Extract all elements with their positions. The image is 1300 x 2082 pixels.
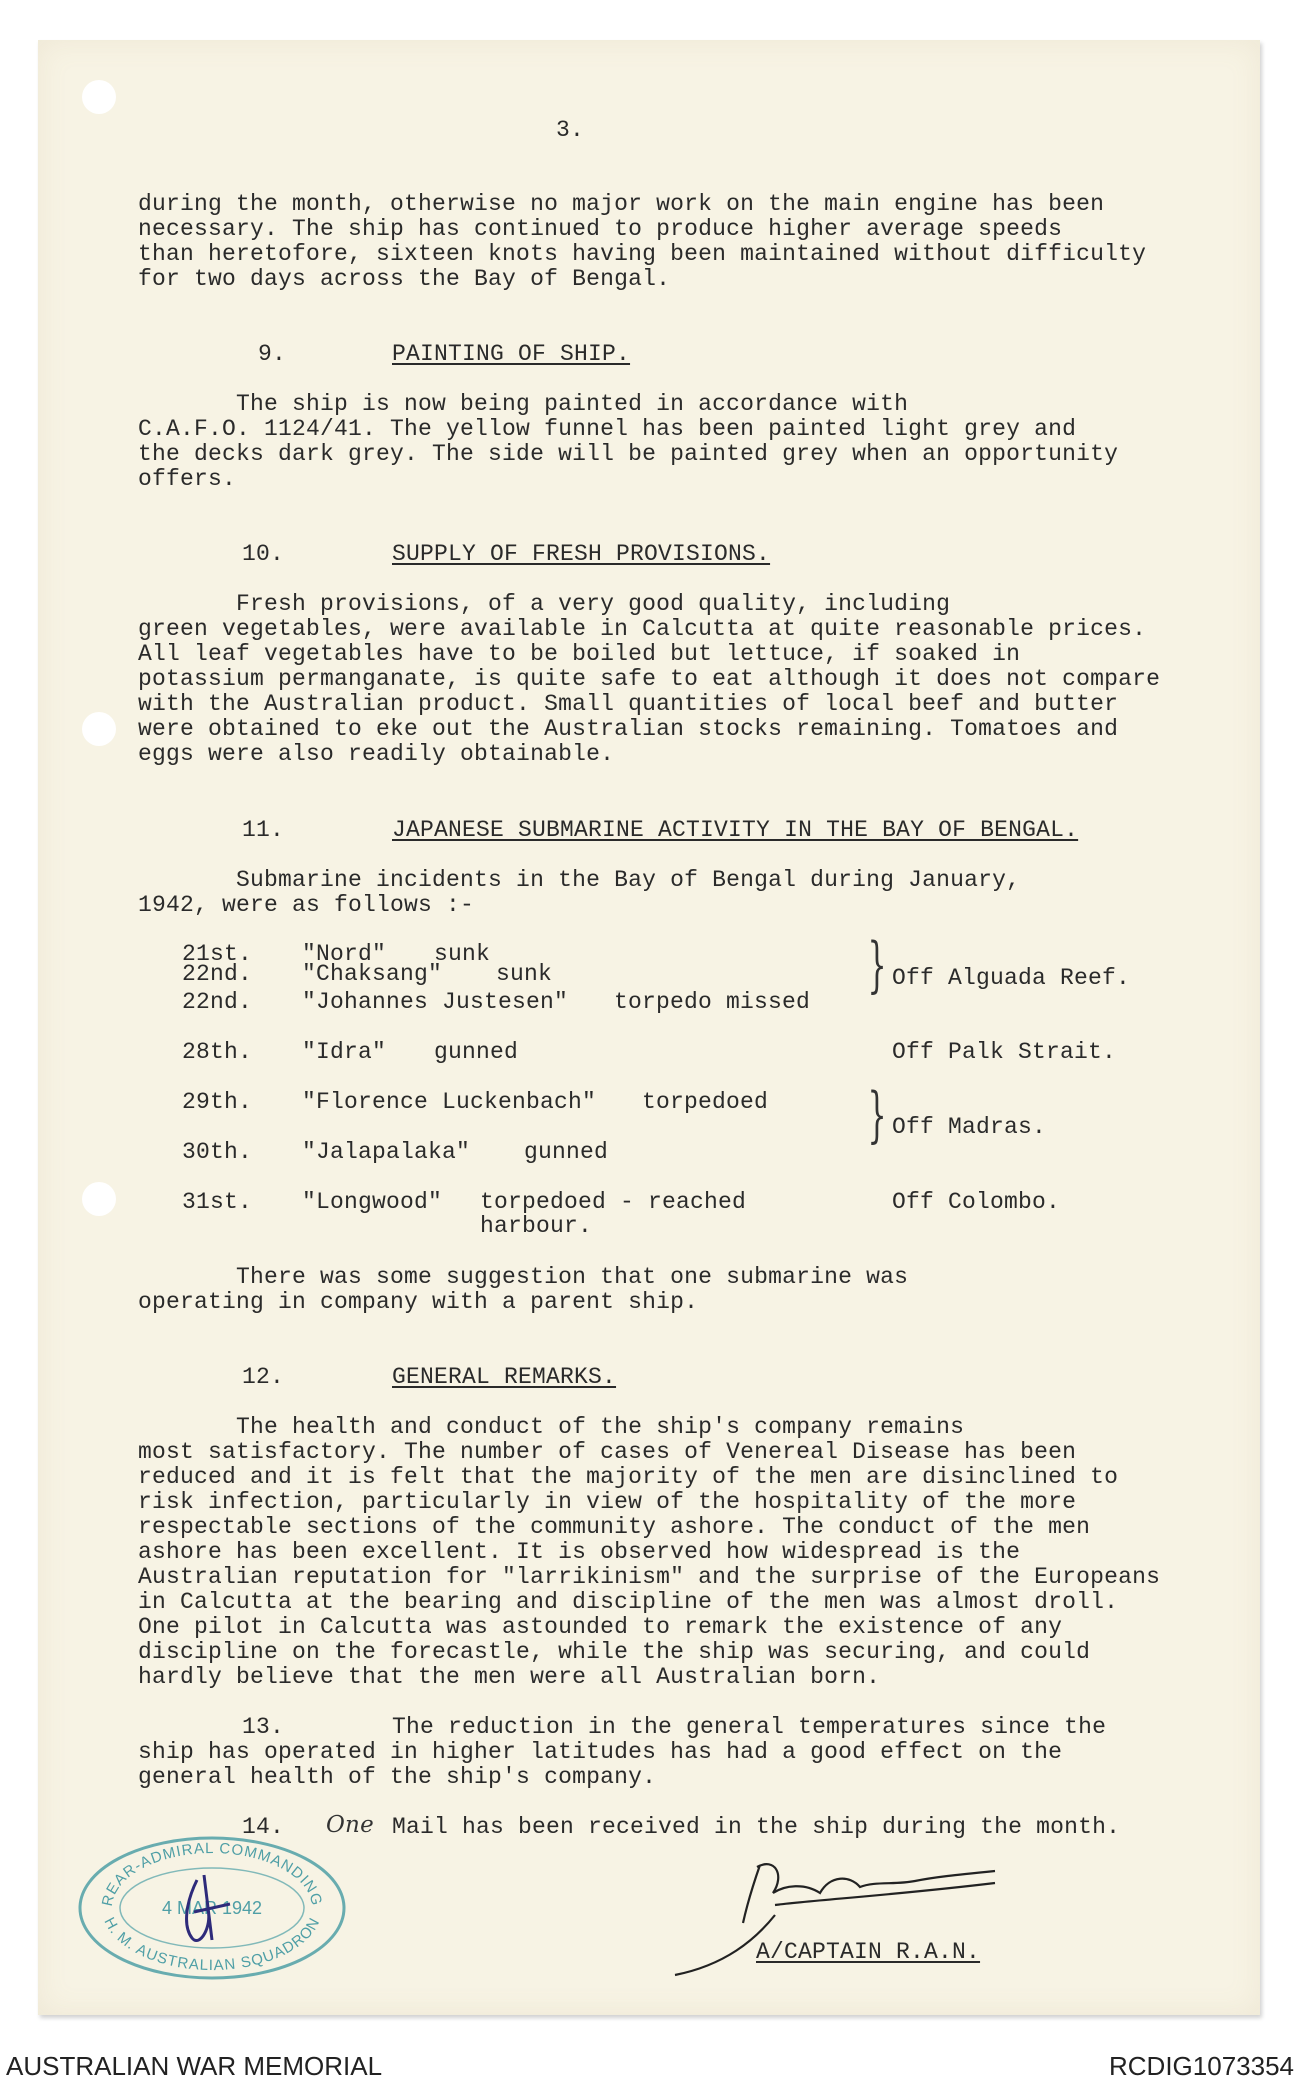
- paragraph-line: for two days across the Bay of Bengal.: [138, 266, 671, 292]
- paragraph-line: most satisfactory. The number of cases of Venereal Disease has been: [138, 1439, 1077, 1465]
- punch-hole: [82, 1182, 116, 1216]
- incident-event: gunned: [434, 1039, 519, 1065]
- paragraph-line: with the Australian product. Small quantities of local beef and butter: [138, 691, 1119, 717]
- paragraph-line: Fresh provisions, of a very good quality, including: [138, 591, 951, 617]
- incident-date: 29th.: [182, 1089, 253, 1115]
- paragraph-line: general health of the ship's company.: [138, 1764, 657, 1790]
- brace-symbol: }: [867, 930, 887, 1000]
- incident-ship: "Chaksang": [302, 961, 443, 987]
- punch-hole: [82, 712, 116, 746]
- paragraph-line: necessary. The ship has continued to produce higher average speeds: [138, 216, 1063, 242]
- paragraph-line: offers.: [138, 466, 237, 492]
- paragraph-line: hardly believe that the men were all Australian born.: [138, 1664, 881, 1690]
- paragraph-line: reduced and it is felt that the majority of the men are disinclined to: [138, 1464, 1119, 1490]
- incident-date: 22nd.: [182, 989, 253, 1015]
- incident-ship: "Florence Luckenbach": [302, 1089, 597, 1115]
- incident-location: Off Alguada Reef.: [892, 965, 1131, 991]
- paragraph-line: C.A.F.O. 1124/41. The yellow funnel has been painted light grey and: [138, 416, 1077, 442]
- paragraph-line: One pilot in Calcutta was astounded to remark the existence of any: [138, 1614, 1063, 1640]
- paragraph-line: The reduction in the general temperatures since the: [392, 1714, 1107, 1740]
- incident-date: 31st.: [182, 1189, 253, 1215]
- paragraph-line: the decks dark grey. The side will be painted grey when an opportunity: [138, 441, 1119, 467]
- section-heading: SUPPLY OF FRESH PROVISIONS.: [392, 541, 771, 567]
- incident-ship: "Johannes Justesen": [302, 989, 569, 1015]
- incident-ship: "Longwood": [302, 1189, 443, 1215]
- incident-event: torpedoed: [642, 1089, 769, 1115]
- section-number: 13.: [242, 1714, 285, 1740]
- paragraph-line: ship has operated in higher latitudes has had a good effect on the: [138, 1739, 1063, 1765]
- stamp-date: 4 MAR 1942: [161, 1898, 263, 1918]
- incident-location: Off Colombo.: [892, 1189, 1061, 1215]
- paragraph-line: respectable sections of the community ashore. The conduct of the men: [138, 1514, 1091, 1540]
- paragraph-line: 1942, were as follows :-: [138, 892, 475, 918]
- official-stamp: [72, 1830, 352, 1985]
- paragraph-line: potassium permanganate, is quite safe to eat although it does not compare: [138, 666, 1161, 692]
- paragraph-line: green vegetables, were available in Calcutta at quite reasonable prices.: [138, 616, 1147, 642]
- paragraph-line: eggs were also readily obtainable.: [138, 741, 615, 767]
- incident-event: torpedo missed: [614, 989, 811, 1015]
- section-number: 12.: [242, 1364, 285, 1390]
- signature-title-text: A/CAPTAIN R.A.N.: [756, 1939, 981, 1965]
- section-heading: PAINTING OF SHIP.: [392, 341, 631, 367]
- paragraph-line: operating in company with a parent ship.: [138, 1289, 699, 1315]
- punch-hole: [82, 80, 116, 114]
- paragraph-line: risk infection, particularly in view of the hospitality of the more: [138, 1489, 1077, 1515]
- incident-ship: "Jalapalaka": [302, 1139, 471, 1165]
- paragraph-line: ashore has been excellent. It is observed how widespread is the: [138, 1539, 1021, 1565]
- incident-event-continued: harbour.: [480, 1213, 593, 1239]
- section-heading: JAPANESE SUBMARINE ACTIVITY IN THE BAY OF BENGAL.: [392, 817, 1079, 843]
- incident-event: torpedoed - reached: [480, 1189, 747, 1215]
- incident-date: 22nd.: [182, 961, 253, 987]
- paragraph-line: All leaf vegetables have to be boiled but lettuce, if soaked in: [138, 641, 1021, 667]
- incident-ship: "Nord": [302, 941, 387, 967]
- stamp-text-top: REAR-ADMIRAL COMMANDING: [98, 1839, 326, 1908]
- paragraph-line: in Calcutta at the bearing and discipline of the men was almost droll.: [138, 1589, 1119, 1615]
- footer-archive-name: AUSTRALIAN WAR MEMORIAL: [6, 2051, 383, 2081]
- paragraph-line: The ship is now being painted in accordance with: [138, 391, 909, 417]
- handwritten-annotation: One: [326, 1812, 374, 1838]
- incident-date: 30th.: [182, 1139, 253, 1165]
- incident-event: gunned: [524, 1139, 609, 1165]
- incident-date: 28th.: [182, 1039, 253, 1065]
- incident-event: sunk: [496, 961, 553, 987]
- incident-date: 21st.: [182, 941, 253, 967]
- page-number: 3.: [556, 117, 585, 143]
- incident-ship: "Idra": [302, 1039, 387, 1065]
- paragraph-line: Mail has been received in the ship during the month.: [392, 1814, 1121, 1840]
- paragraph-line: than heretofore, sixteen knots having been maintained without difficulty: [138, 241, 1147, 267]
- section-number: 11.: [242, 817, 285, 843]
- section-number: 10.: [242, 541, 285, 567]
- stamp-text-bottom: H. M. AUSTRALIAN SQUADRON: [100, 1914, 324, 1975]
- incident-location: Off Madras.: [892, 1114, 1047, 1140]
- incident-location: Off Palk Strait.: [892, 1039, 1117, 1065]
- section-number: 9.: [258, 341, 287, 367]
- paragraph-line: discipline on the forecastle, while the ship was securing, and could: [138, 1639, 1091, 1665]
- signature-title: [756, 1940, 980, 1965]
- paragraph-line: The health and conduct of the ship's company remains: [138, 1414, 965, 1440]
- paragraph-line: There was some suggestion that one submarine was: [138, 1264, 909, 1290]
- paragraph-line: were obtained to eke out the Australian stocks remaining. Tomatoes and: [138, 716, 1119, 742]
- paragraph-line: during the month, otherwise no major work on the main engine has been: [138, 191, 1105, 217]
- paragraph-line: Submarine incidents in the Bay of Bengal during January,: [138, 867, 1021, 893]
- footer-record-id: RCDIG1073354: [1109, 2051, 1294, 2081]
- incident-event: sunk: [434, 941, 491, 967]
- section-number: 14.: [242, 1814, 285, 1840]
- section-heading: GENERAL REMARKS.: [392, 1364, 617, 1390]
- brace-symbol: }: [867, 1080, 887, 1150]
- paragraph-line: Australian reputation for "larrikinism" and the surprise of the Europeans: [138, 1564, 1161, 1590]
